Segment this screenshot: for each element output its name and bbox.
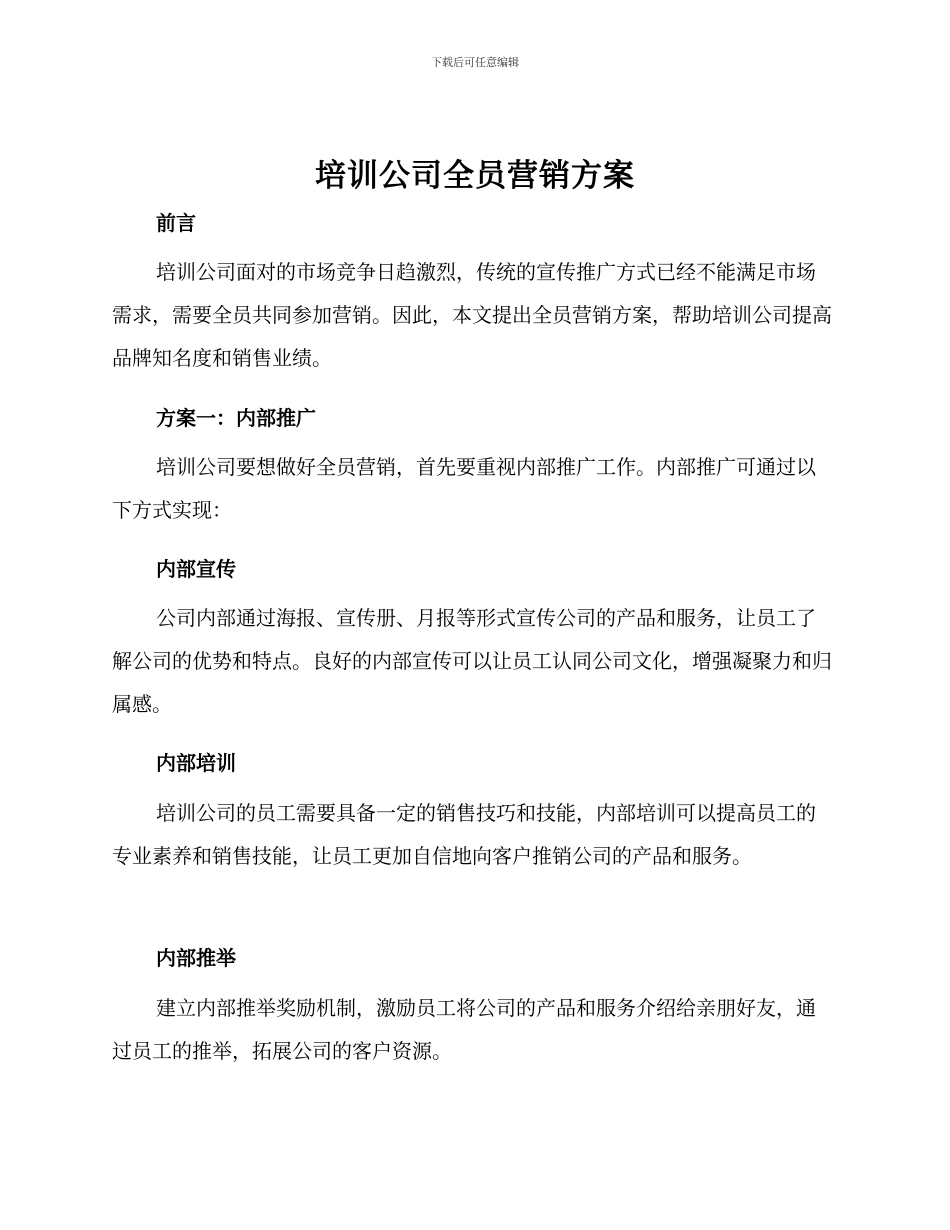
section-heading-internal-publicity: 内部宣传 [156, 557, 236, 581]
section-heading-internal-training: 内部培训 [156, 751, 236, 775]
page-header-note: 下载后可任意编辑 [431, 56, 519, 69]
section-heading-preface: 前言 [156, 211, 196, 235]
section-heading-internal-referral: 内部推举 [156, 946, 236, 970]
section-paragraph-plan-one: 培训公司要想做好全员营销，首先要重视内部推广工作。内部推广可通过以下方式实现： [112, 455, 816, 522]
section-paragraph-internal-publicity: 公司内部通过海报、宣传册、月报等形式宣传公司的产品和服务，让员工了解公司的优势和特点。良好的内部宣传可以让员工认同公司文化，增强凝聚力和归属感。 [112, 606, 832, 716]
section-paragraph-preface: 培训公司面对的市场竞争日趋激烈，传统的宣传推广方式已经不能满足市场需求，需要全员共同参加营销。因此，本文提出全员营销方案，帮助培训公司提高品牌知名度和销售业绩。 [112, 260, 832, 370]
section-paragraph-internal-referral: 建立内部推举奖励机制，激励员工将公司的产品和服务介绍给亲朋好友，通过员工的推举，拓展公司的客户资源。 [112, 996, 816, 1063]
section-heading-plan-one: 方案一：内部推广 [156, 406, 316, 430]
document-title: 培训公司全员营销方案 [315, 158, 635, 194]
section-paragraph-internal-training: 培训公司的员工需要具备一定的销售技巧和技能，内部培训可以提高员工的专业素养和销售技能，让员工更加自信地向客户推销公司的产品和服务。 [112, 801, 816, 868]
